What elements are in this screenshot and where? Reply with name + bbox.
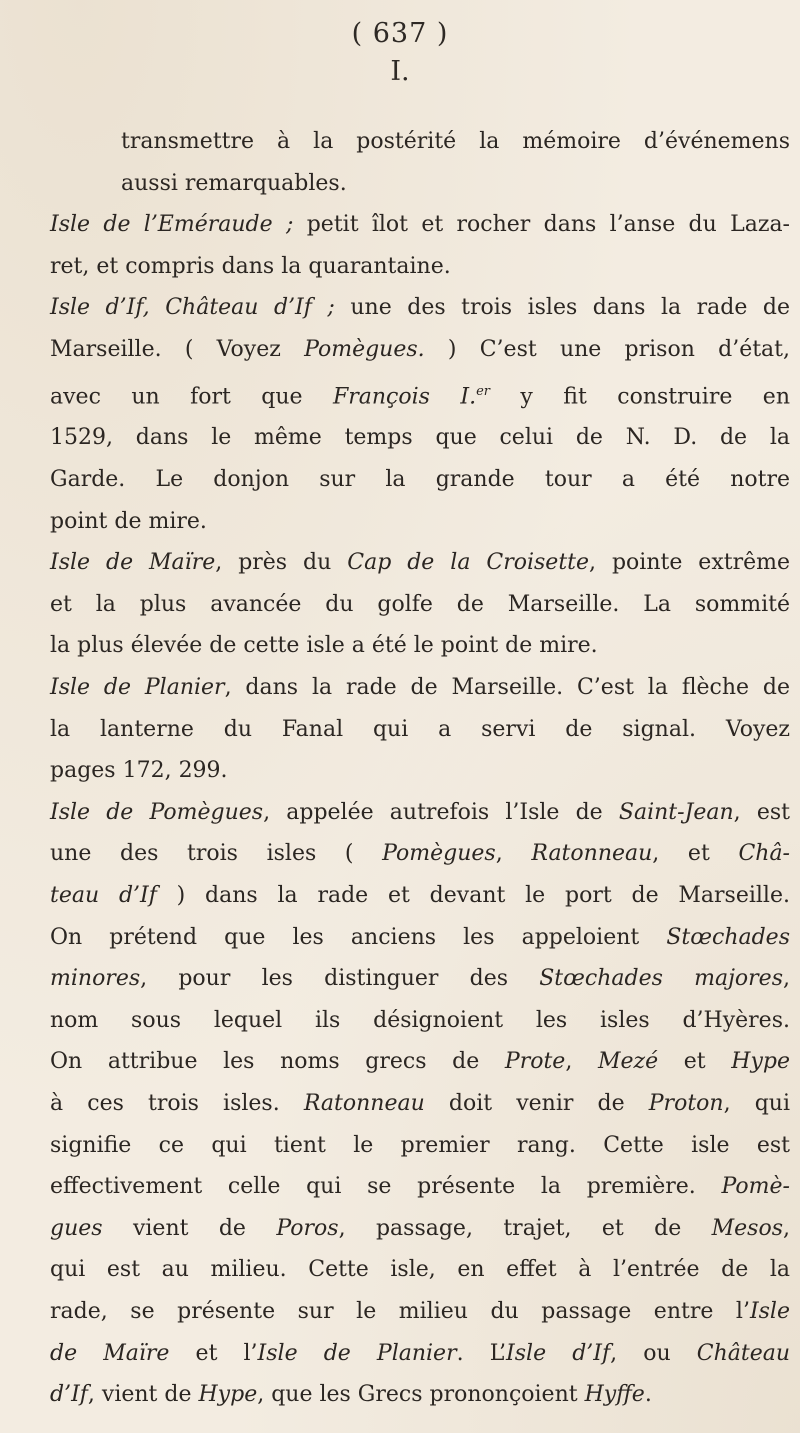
text-line: On prétend que les anciens les appeloient Stœchades <box>50 924 790 950</box>
text-line: On attribue les noms grecs de Prote, Mezé et Hype <box>50 1049 790 1075</box>
text-line: Isle de Maïre, près du Cap de la Croisette, pointe extrême <box>50 550 790 576</box>
signature-mark: I. <box>390 56 410 87</box>
text-line: transmettre à la postérité la mémoire d’événemens <box>121 129 790 154</box>
entry-isle-if <box>50 287 790 542</box>
text-line: teau d’If ) dans la rade et devant le port de Marseille. <box>50 883 790 909</box>
entry-isle-pomegues <box>50 792 790 1416</box>
text-line: nom sous lequel ils désignoient les isles d’Hyères. <box>50 1007 790 1033</box>
entry-heading: Isle de Maïre <box>50 550 216 576</box>
text-line: la lanterne du Fanal qui a servi de signal. Voyez <box>50 716 790 742</box>
text-line: aussi remarquables. <box>121 170 347 196</box>
text-line: Isle d’If, Château d’If ; une des trois isles dans la rade de <box>50 295 791 321</box>
entry-heading: Isle d’If, Château d’If ; <box>50 295 335 321</box>
text-line: pages 172, 299. <box>50 758 228 784</box>
text-line: effectivement celle qui se présente la première. Pomè- <box>50 1174 790 1200</box>
entry-heading: Isle de Pomègues <box>50 799 264 825</box>
text-line: gues vient de Poros, passage, trajet, et de Mesos, <box>50 1215 791 1241</box>
text-line: Isle de Planier, dans la rade de Marseille. C’est la flèche de <box>50 675 790 701</box>
text-line: avec un fort que François I.$^{er}$ y fit construire en <box>50 383 790 409</box>
text-line: minores, pour les distinguer des Stœchades majores, <box>50 966 790 992</box>
text-line: Garde. Le donjon sur la grande tour a été notre <box>50 467 790 493</box>
text-line: rade, se présente sur le milieu du passage entre l’Isle <box>50 1298 790 1324</box>
text-line: ret, et compris dans la quarantaine. <box>50 253 451 279</box>
text-line: d’If, vient de Hype, que les Grecs prononçoient Hyffe. <box>50 1382 652 1408</box>
entry-isle-emeraude <box>50 204 790 287</box>
text-line: signifie ce qui tient le premier rang. Cette isle est <box>50 1132 790 1158</box>
text-line: Marseille. ( Voyez Pomègues. ) C’est une prison d’état, <box>50 336 791 362</box>
text-line: 1529, dans le même temps que celui de N. D. de la <box>50 425 790 451</box>
text-line: et la plus avancée du golfe de Marseille. La sommité <box>50 591 790 617</box>
page-text <box>50 121 790 1416</box>
text-line: la plus élevée de cette isle a été le point de mire. <box>50 633 598 659</box>
text-line: point de mire. <box>50 508 207 534</box>
page-number: ( 637 ) <box>351 18 449 49</box>
text-line: de Maïre et l’Isle de Planier. L’Isle d’If, ou Château <box>50 1340 790 1366</box>
entry-isle-planier <box>50 667 790 792</box>
text-line: Isle de l’Eméraude ; petit îlot et rocher dans l’anse du Laza- <box>50 212 790 238</box>
text-line: qui est au milieu. Cette isle, en effet à l’entrée de la <box>50 1257 790 1283</box>
entry-heading: Isle de Planier <box>50 675 225 701</box>
entry-heading: Isle de l’Eméraude ; <box>50 212 294 238</box>
text-line: à ces trois isles. Ratonneau doit venir de Proton, qui <box>50 1090 790 1116</box>
text-line: une des trois isles ( Pomègues, Ratonneau, et Châ- <box>50 841 790 867</box>
entry-isle-maire <box>50 542 790 667</box>
text-line: Isle de Pomègues, appelée autrefois l’Isle de Saint-Jean, est <box>50 799 790 825</box>
continuation-paragraph <box>50 121 790 204</box>
